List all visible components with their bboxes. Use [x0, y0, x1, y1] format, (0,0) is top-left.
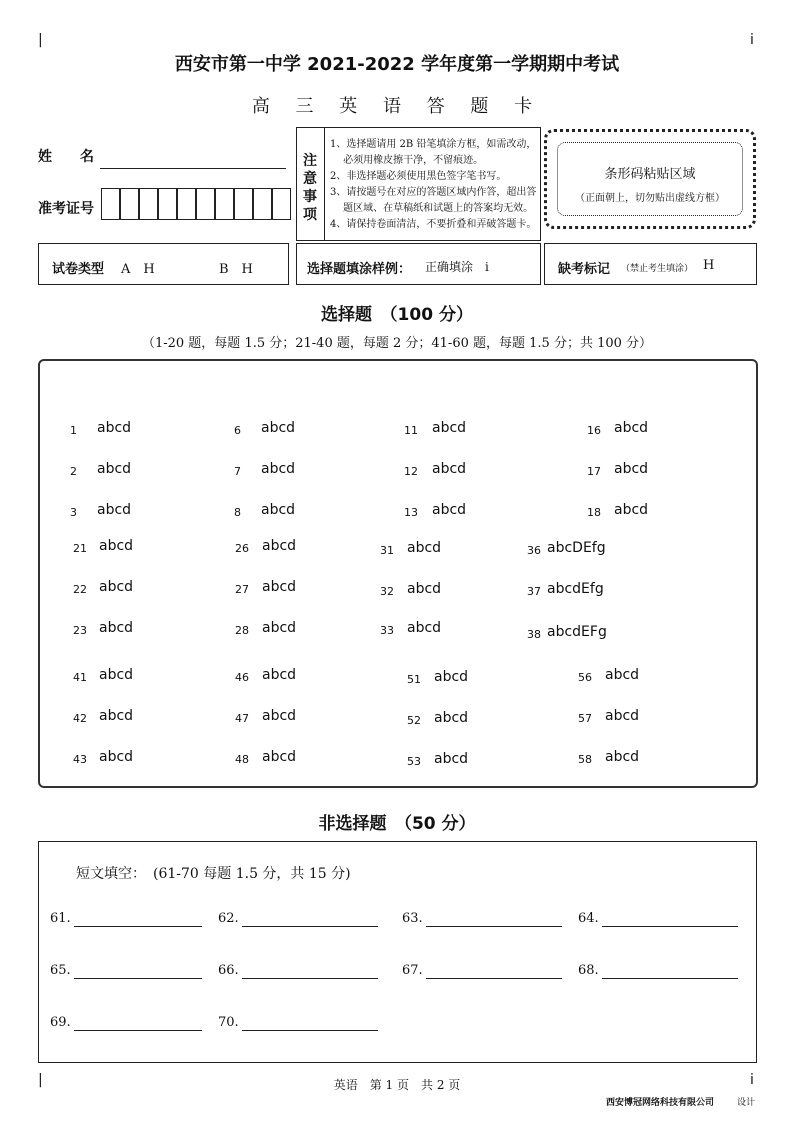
- question-options[interactable]: abcd: [432, 502, 467, 518]
- question-options[interactable]: abcd: [262, 620, 297, 636]
- answer-blank-69[interactable]: [74, 1030, 202, 1031]
- choice-row: [0, 502, 794, 522]
- question-number: 28: [235, 624, 249, 637]
- barcode-paste-area[interactable]: [557, 142, 743, 216]
- barcode-note: （正面朝上，切勿贴出虚线方框）: [575, 193, 725, 204]
- question-number: 33: [380, 624, 394, 637]
- notice-line: 必须用橡皮擦干净，不留痕迹。: [330, 155, 484, 166]
- choice-row: [0, 708, 794, 728]
- corner-mark-top-right: i: [750, 32, 754, 48]
- question-options[interactable]: abcd: [262, 538, 297, 554]
- question-number: 1: [70, 424, 77, 437]
- id-digit-cell[interactable]: [177, 188, 196, 220]
- choice-block-1: [0, 410, 794, 519]
- paper-type-option-b[interactable]: B H: [219, 262, 253, 277]
- notice-line: 题区域、在草稿纸和试题上的答案均无效。: [330, 203, 534, 214]
- notice-label-char: 注: [303, 153, 317, 169]
- page-footer: 英语 第 1 页 共 2 页: [333, 1078, 461, 1092]
- notice-line: 2、非选择题必须使用黑色签字笔书写。: [330, 171, 507, 182]
- question-options[interactable]: abcd: [614, 461, 649, 477]
- question-number: 31: [380, 544, 394, 557]
- question-number: 26: [235, 542, 249, 555]
- choice-row: [0, 667, 794, 687]
- choice-row: [0, 420, 794, 440]
- blank-number: 70.: [218, 1015, 239, 1030]
- notice-label-char: 意: [303, 171, 317, 187]
- question-options[interactable]: abcd: [99, 538, 134, 554]
- question-number: 41: [73, 671, 87, 684]
- choice-row: [0, 579, 794, 599]
- question-number: 13: [404, 506, 418, 519]
- notice-label-char: 事: [303, 189, 317, 205]
- answer-blank-64[interactable]: [602, 926, 738, 927]
- question-options[interactable]: abcd: [407, 581, 442, 597]
- notice-label-char: 项: [303, 207, 317, 223]
- exam-title: 西安市第一中学 2021-2022 学年度第一学期期中考试: [174, 54, 620, 75]
- question-options[interactable]: abcd: [614, 420, 649, 436]
- choice-row: [0, 538, 794, 558]
- choice-row-extra: [0, 622, 794, 646]
- question-number: 52: [407, 714, 421, 727]
- question-options[interactable]: abcd: [262, 667, 297, 683]
- notice-line: 1、选择题请用 2B 铅笔填涂方框，如需改动，: [330, 139, 537, 150]
- notice-text: [330, 137, 540, 233]
- question-number: 58: [578, 753, 592, 766]
- notice-line: 3、请按题号在对应的答题区域内作答，超出答: [330, 187, 537, 198]
- question-number: 22: [73, 583, 87, 596]
- blank-number: 61.: [50, 911, 71, 926]
- question-number: 42: [73, 712, 87, 725]
- id-digit-cell[interactable]: [215, 188, 234, 220]
- blank-number: 63.: [402, 911, 423, 926]
- name-field[interactable]: [100, 168, 286, 169]
- answer-blank-65[interactable]: [74, 978, 202, 979]
- question-number: 16: [587, 424, 601, 437]
- id-digit-cell[interactable]: [158, 188, 177, 220]
- cloze-intro: 短文填空： (61-70 每题 1.5 分，共 15 分): [76, 866, 351, 882]
- question-options[interactable]: abcdEfg: [547, 581, 604, 597]
- id-digit-cell[interactable]: [253, 188, 272, 220]
- fill-sample-label: 选择题填涂样例：: [307, 262, 412, 277]
- question-options[interactable]: abcd: [262, 708, 297, 724]
- id-digit-cell[interactable]: [234, 188, 253, 220]
- question-options[interactable]: abcd: [261, 502, 296, 518]
- corner-mark-top-left: |: [38, 32, 43, 48]
- question-number: 23: [73, 624, 87, 637]
- question-number: 51: [407, 673, 421, 686]
- question-number: 12: [404, 465, 418, 478]
- question-options[interactable]: abcd: [605, 708, 640, 724]
- fill-sample-text: 正确填涂 i: [425, 260, 489, 274]
- absent-mark-box: [544, 243, 757, 285]
- question-number: 18: [587, 506, 601, 519]
- question-options[interactable]: abcd: [432, 461, 467, 477]
- question-options[interactable]: abcd: [605, 749, 640, 765]
- answer-blank-67[interactable]: [426, 978, 562, 979]
- question-number: 17: [587, 465, 601, 478]
- paper-type-box: [38, 243, 289, 285]
- question-number: 21: [73, 542, 87, 555]
- question-options[interactable]: abcdEFg: [547, 624, 607, 640]
- question-options[interactable]: abcd: [434, 669, 469, 685]
- absent-checkbox[interactable]: H: [703, 258, 715, 273]
- question-options[interactable]: abcd: [434, 710, 469, 726]
- question-options[interactable]: abcd: [432, 420, 467, 436]
- question-options[interactable]: abcd: [97, 461, 132, 477]
- question-number: 43: [73, 753, 87, 766]
- question-options[interactable]: abcd: [407, 540, 442, 556]
- fill-sample-box: [296, 243, 541, 285]
- absent-note: （禁止考生填涂）: [621, 264, 694, 274]
- notice-line: 4、请保持卷面清洁，不要折叠和弄破答题卡。: [330, 219, 537, 230]
- blank-number: 62.: [218, 911, 239, 926]
- paper-type-option-a[interactable]: A H: [121, 262, 155, 277]
- question-number: 36: [527, 544, 541, 557]
- question-options[interactable]: abcd: [614, 502, 649, 518]
- barcode-title: 条形码粘贴区域: [604, 167, 696, 182]
- question-number: 38: [527, 628, 541, 641]
- choice-section-title: 选择题 （100 分）: [321, 305, 473, 325]
- blank-number: 67.: [402, 963, 423, 978]
- blank-number: 65.: [50, 963, 71, 978]
- blank-number: 69.: [50, 1015, 71, 1030]
- question-options[interactable]: abcd: [262, 749, 297, 765]
- question-number: 11: [404, 424, 418, 437]
- answer-blank-61[interactable]: [74, 926, 202, 927]
- id-digit-cell[interactable]: [120, 188, 139, 220]
- footer-company: 西安博冠网络科技有限公司: [606, 1098, 715, 1108]
- footer-design: 设计: [737, 1098, 756, 1108]
- id-digit-cell[interactable]: [272, 188, 291, 220]
- question-options[interactable]: abcd: [261, 461, 296, 477]
- question-options[interactable]: abcd: [434, 751, 469, 767]
- question-number: 8: [234, 506, 241, 519]
- question-options[interactable]: abcd: [99, 620, 134, 636]
- question-options[interactable]: abcd: [262, 579, 297, 595]
- choice-section-desc: （1-20 题，每题 1.5 分；21-40 题，每题 2 分；41-60 题，每题 1.5 分；共 100 分）: [141, 336, 653, 351]
- question-options[interactable]: abcd: [407, 620, 442, 636]
- corner-mark-bottom-right: i: [750, 1072, 754, 1088]
- answer-blank-66[interactable]: [242, 978, 378, 979]
- choice-row: [0, 749, 794, 769]
- question-number: 57: [578, 712, 592, 725]
- id-digit-cell[interactable]: [139, 188, 158, 220]
- blank-number: 68.: [578, 963, 599, 978]
- notice-label-column: [297, 128, 325, 240]
- question-options[interactable]: abcd: [99, 579, 134, 595]
- id-digit-cell[interactable]: [101, 188, 120, 220]
- question-number: 27: [235, 583, 249, 596]
- choice-block-3: [0, 657, 794, 768]
- question-number: 7: [234, 465, 241, 478]
- question-options[interactable]: abcd: [97, 420, 132, 436]
- answer-blank-63[interactable]: [426, 926, 562, 927]
- question-options[interactable]: abcd: [97, 502, 132, 518]
- blank-number: 64.: [578, 911, 599, 926]
- paper-type-label: 试卷类型: [52, 262, 105, 277]
- question-options[interactable]: abcd: [99, 667, 134, 683]
- corner-mark-bottom-left: |: [38, 1072, 43, 1088]
- absent-label: 缺考标记: [558, 262, 611, 277]
- id-digit-cell[interactable]: [196, 188, 215, 220]
- notice-box: [296, 127, 541, 241]
- sheet-subtitle: 高 三 英 语 答 题 卡: [251, 96, 543, 117]
- question-number: 2: [70, 465, 77, 478]
- question-number: 46: [235, 671, 249, 684]
- question-number: 32: [380, 585, 394, 598]
- question-options[interactable]: abcd: [99, 749, 134, 765]
- question-number: 53: [407, 755, 421, 768]
- blank-number: 66.: [218, 963, 239, 978]
- answer-blank-70[interactable]: [242, 1030, 378, 1031]
- question-options[interactable]: abcDEfg: [547, 540, 606, 556]
- question-number: 47: [235, 712, 249, 725]
- answer-blank-68[interactable]: [602, 978, 738, 979]
- question-number: 3: [70, 506, 77, 519]
- question-number: 48: [235, 753, 249, 766]
- question-options[interactable]: abcd: [99, 708, 134, 724]
- nonchoice-section-title: 非选择题 （50 分）: [318, 814, 476, 834]
- name-label: 姓 名: [38, 149, 94, 165]
- answer-blank-62[interactable]: [242, 926, 378, 927]
- question-options[interactable]: abcd: [261, 420, 296, 436]
- question-options[interactable]: abcd: [605, 667, 640, 683]
- exam-id-label: 准考证号: [38, 201, 94, 217]
- question-number: 56: [578, 671, 592, 684]
- barcode-dotted-frame: [544, 129, 756, 229]
- question-number: 6: [234, 424, 241, 437]
- question-number: 37: [527, 585, 541, 598]
- choice-row: [0, 461, 794, 481]
